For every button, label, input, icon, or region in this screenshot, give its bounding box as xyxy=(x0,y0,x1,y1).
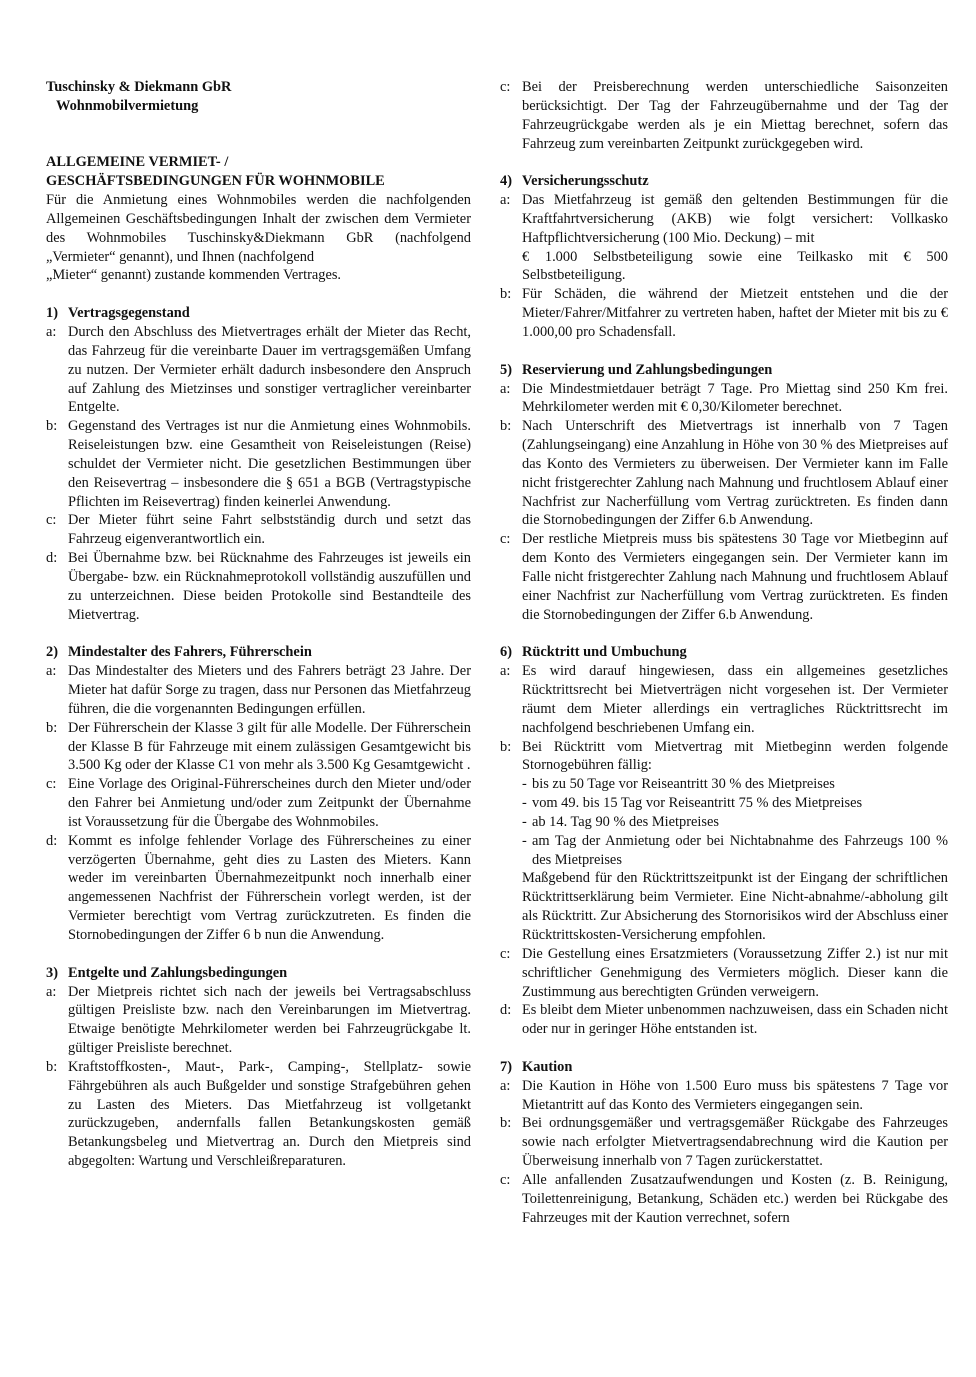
section-heading xyxy=(46,964,471,983)
list-item xyxy=(522,775,948,794)
section-3 xyxy=(46,964,471,1171)
section-number: 6) xyxy=(500,644,512,661)
clause-item xyxy=(46,417,471,511)
clause-paragraph: Gegenstand des Vertrages ist nur die Anmietung eines Wohnmobils. Reiseleistungen bzw. eine Gesamtheit von Reiseleistungen (Reise) schuldet der Vermieter nicht. Die gesetzlichen Bestimmungen über den Reisevertrag – insbesondere die § 651 a BGB (Vertragstypische Pflichten im Reisevertrag) finden keinerlei Anwendung. xyxy=(68,418,471,510)
list-item xyxy=(522,813,948,832)
section-title: Versicherungsschutz xyxy=(522,173,649,190)
clause-text xyxy=(522,1001,948,1039)
clause-paragraph: Für Schäden, die während der Mietzeit entstehen und die der Mieter/Fahrer/Mitfahrer zu vertreten haben, haftet der Mieter mit bis zu € 1.000,00 pro Schadensfall. xyxy=(522,286,948,340)
clause-label: a: xyxy=(46,983,57,1000)
clause-item xyxy=(46,511,471,549)
section-title: Reservierung und Zahlungsbedingungen xyxy=(522,361,773,378)
section-number: 2) xyxy=(46,644,58,661)
clause-text xyxy=(522,1171,948,1228)
clause-paragraph: € 1.000 Selbstbeteiligung sowie eine Teilkasko mit € 500 Selbstbeteiligung. xyxy=(522,248,948,284)
clause-text xyxy=(68,719,471,776)
clause-text xyxy=(522,78,948,153)
clause-item xyxy=(46,1058,471,1171)
clause-label: b: xyxy=(46,719,58,736)
clause-text xyxy=(522,191,948,285)
section-title: Vertragsgegenstand xyxy=(68,305,190,322)
clause-item xyxy=(500,1077,948,1115)
section-4 xyxy=(500,172,948,342)
bullet-dash: - xyxy=(522,795,527,812)
document-title-line-2: GESCHÄFTSBEDINGUNGEN FÜR WOHNMOBILE xyxy=(46,173,385,190)
clause-item xyxy=(500,191,948,285)
section-1 xyxy=(46,304,471,624)
clause-text xyxy=(68,832,471,945)
company-subtitle: Wohnmobilvermietung xyxy=(56,97,199,114)
section-heading xyxy=(500,643,948,662)
clause-item xyxy=(500,285,948,342)
right-sections xyxy=(500,78,948,1227)
clause-paragraph: Bei Rücktritt vom Mietvertrag mit Mietbeginn werden folgende Stornogebühren fällig: xyxy=(522,738,948,774)
section-title: Entgelte und Zahlungsbedingungen xyxy=(68,964,288,981)
clause-item xyxy=(46,775,471,832)
left-sections xyxy=(46,304,471,1171)
clause-text xyxy=(522,1077,948,1115)
clause-label: c: xyxy=(500,79,511,95)
section-7 xyxy=(500,1058,948,1228)
clause-item xyxy=(46,983,471,1058)
clause-text xyxy=(68,775,471,832)
clause-paragraph: Die Kaution in Höhe von 1.500 Euro muss bis spätestens 7 Tage vor Mietantritt auf das Konto des Vermieters eingegangen sein. xyxy=(522,1077,948,1113)
clause-label: b: xyxy=(500,738,512,755)
section-title: Kaution xyxy=(522,1058,573,1075)
clause-paragraph: Bei der Preisberechnung werden unterschiedliche Saisonzeiten berücksichtigt. Der Tag der Fahrzeugübernahme und der Tag der Fahrzeugrückgabe werden als je ein Miettag berechnet, sofern das Fahrzeug zum vereinbarten Zeitpunkt zurückgegeben wird. xyxy=(522,79,948,152)
clause-paragraph: Die Gestellung eines Ersatzmieters (Voraussetzung Ziffer 2.) ist nur mit schriftlicher Genehmigung des Vermieters möglich. Dieser kann die Zustimmung aus berechtigten Gründen verweigern. xyxy=(522,945,948,1000)
section-3-continued xyxy=(500,78,948,153)
clause-paragraph: Der Mietpreis richtet sich nach der jeweils bei Vertragsabschluss gültigen Preisliste bzw. nach den Vereinbarungen im Mietvertrag. Etwaige benötigte Mehrkilometer werden bei Fahrzeugrückgabe lt. gültiger Preisliste berechnet. xyxy=(68,983,471,1057)
section-6 xyxy=(500,643,948,1039)
section-title: Rücktritt und Umbuchung xyxy=(522,644,687,661)
clause-text xyxy=(522,1114,948,1171)
clause-text xyxy=(68,511,471,549)
clause-label: a: xyxy=(500,380,511,397)
clause-paragraph: Bei Übernahme bzw. bei Rücknahme des Fahrzeuges ist jeweils ein Übergabe- bzw. ein Rücknahmeprotokoll vollständig auszufüllen und zu unterzeichnen. Diese beiden Protokolle sind Bestandteile des Mietvertrag. xyxy=(68,550,471,623)
section-number: 7) xyxy=(500,1058,512,1075)
clause-label: b: xyxy=(500,418,512,435)
clause-item xyxy=(500,417,948,530)
clause-paragraph: Es wird darauf hingewiesen, dass ein allgemeines gesetzliches Rücktrittsrecht bei Mietverträgen nicht vorgesehen ist. Der Vermieter räumt dem Mieter allerdings ein vertragliches Rücktrittsrecht im nachfolgend beschriebenen Umfang ein. xyxy=(522,663,948,736)
section-number: 5) xyxy=(500,361,512,378)
clause-item xyxy=(46,832,471,945)
clause-item xyxy=(46,549,471,624)
clause-label: a: xyxy=(46,323,57,340)
document-title-line-1: ALLGEMEINE VERMIET- / xyxy=(46,154,229,171)
clause-label: d: xyxy=(46,832,58,849)
bullet-text: am Tag der Anmietung oder bei Nichtabnahme des Fahrzeugs 100 % des Mietpreises xyxy=(532,832,948,868)
section-heading xyxy=(46,304,471,323)
clause-label: b: xyxy=(500,286,512,303)
clause-text xyxy=(68,983,471,1058)
clause-label: c: xyxy=(46,512,57,529)
clause-text xyxy=(522,738,948,945)
clause-item xyxy=(500,738,948,945)
clause-item xyxy=(500,380,948,418)
clause-label: a: xyxy=(46,663,57,680)
section-heading xyxy=(500,172,948,191)
clause-text xyxy=(522,530,948,624)
clause-paragraph: Eine Vorlage des Original-Führerscheines durch den Mieter und/oder den Fahrer bei Anmietung und/oder zum Zeitpunkt der Übernahme ist Voraussetzung für die Übergabe des Wohnmobiles. xyxy=(68,776,471,830)
clause-paragraph: Kommt es infolge fehlender Vorlage des Führerscheines zu einer verzögerten Übernahme, geht dies zu Lasten des Mieters. Kann weder im vereinbarten Übernahmezeitpunkt noch innerhalb einer angemessenen Nachfrist der Führerschein vorlegt werden, ist der Vermieter berechtigt vom Vertrag zurückzutreten. Es finden die Stornobedingungen der Ziffer 6 b nun die Anwendung. xyxy=(68,832,471,943)
clause-text xyxy=(68,417,471,511)
bullet-text: bis zu 50 Tage vor Reiseantritt 30 % des Mietpreises xyxy=(532,776,835,793)
clause-label: c: xyxy=(46,776,57,793)
section-heading xyxy=(46,643,471,662)
list-item xyxy=(522,794,948,813)
bullet-text: ab 14. Tag 90 % des Mietpreises xyxy=(532,813,719,830)
clause-paragraph: Alle anfallenden Zusatzaufwendungen und Kosten (z. B. Reinigung, Toilettenreinigung, Betankung, Schäden etc.) werden bei Rückgabe des Fahrzeuges mit der Kaution verrechnet, sofern xyxy=(522,1171,948,1226)
clause-paragraph: Der restliche Mietpreis muss bis spätestens 30 Tage vor Mietbeginn auf dem Konto des Vermieters eingegangen sein. Der Vermieter kann im Falle nicht fristgerechter Zahlung nach Mahnung und fruchtlosem Ablauf einer Nachfrist zur Nacherfüllung vom Vertrag zurücktreten. Es finden die Stornobedingungen der Ziffer 6.b Anwendung. xyxy=(522,531,948,623)
bullet-dash: - xyxy=(522,776,527,793)
clause-label: c: xyxy=(500,531,511,548)
clause-item xyxy=(500,945,948,1002)
clause-item xyxy=(500,1001,948,1039)
clause-label: a: xyxy=(500,663,511,680)
clause-text xyxy=(522,285,948,342)
clause-label: a: xyxy=(500,192,511,209)
section-heading xyxy=(500,1058,948,1077)
clause-item xyxy=(500,662,948,737)
clause-item xyxy=(500,78,948,153)
clause-text xyxy=(522,945,948,1002)
right-column xyxy=(500,78,948,1227)
clause-paragraph: Das Mietfahrzeug ist gemäß den geltenden Bestimmungen für die Kraftfahrtversicherung (AKB) wie folgt versichert: Vollkasko Haftpflichtversicherung (100 Mio. Deckung) – mit xyxy=(522,192,948,246)
clause-paragraph: Die Mindestmietdauer beträgt 7 Tage. Pro Miettag sind 250 Km frei. Mehrkilometer werden mit € 0,30/Kilometer berechnet. xyxy=(522,380,948,416)
clause-label: c: xyxy=(500,945,511,962)
section-2 xyxy=(46,643,471,945)
section-heading xyxy=(500,361,948,380)
clause-text xyxy=(68,662,471,719)
section-5 xyxy=(500,361,948,625)
clause-paragraph: Es bleibt dem Mieter unbenommen nachzuweisen, dass ein Schaden nicht oder nur in geringer Höhe entstanden ist. xyxy=(522,1002,948,1038)
clause-text xyxy=(522,417,948,530)
clause-paragraph: Nach Unterschrift des Mietvertrags ist innerhalb von 7 Tagen (Zahlungseingang) eine Anzahlung in Höhe von 30 % des Mietpreises auf das Konto des Vermieters zu überweisen. Der Vermieter kann im Falle nicht fristgerechter Zahlung nach Mahnung und fruchtlosem Ablauf einer Nachfrist zur Nacherfüllung vom Vertrag zurücktreten. Es finden dann die Stornobedingungen der Ziffer 6.b Anwendung. xyxy=(522,418,949,529)
intro-paragraph: Für die Anmietung eines Wohnmobiles werden die nachfolgenden Allgemeinen Geschäftsbedingungen Inhalt der zwischen dem Vermieter des Wohnmobiles Tuschinsky&Diekmann GbR (nachfolgend „Vermieter“ genannt), und Ihnen (nachfolgend xyxy=(46,192,471,265)
list-item xyxy=(522,832,948,870)
intro-paragraph-end: „Mieter“ genannt) zustande kommenden Vertrages. xyxy=(46,267,342,284)
clause-label: b: xyxy=(46,1058,58,1075)
clause-item xyxy=(500,530,948,624)
clause-text xyxy=(522,662,948,737)
clause-paragraph: Bei ordnungsgemäßer und vertragsgemäßer Rückgabe des Fahrzeuges sowie nach erfolgter Mietvertragsendabrechnung wird die Kaution per Überweisung innerhalb von 7 Tagen zurückerstattet. xyxy=(522,1115,948,1170)
clause-item xyxy=(500,1114,948,1171)
section-number: 1) xyxy=(46,305,58,322)
clause-label: b: xyxy=(46,418,58,435)
clause-label: a: xyxy=(500,1077,511,1094)
bullet-text: vom 49. bis 15 Tag vor Reiseantritt 75 % des Mietpreises xyxy=(532,795,863,812)
clause-paragraph: Der Mieter führt seine Fahrt selbstständig durch und setzt das Fahrzeug eigenverantwortlich ein. xyxy=(68,512,471,548)
clause-text xyxy=(68,323,471,417)
clause-text xyxy=(68,1058,471,1171)
clause-item xyxy=(500,1171,948,1228)
clause-paragraph: Der Führerschein der Klasse 3 gilt für alle Modelle. Der Führerschein der Klasse B für Fahrzeuge mit einem zulässigen Gesamtgewicht bis 3.500 Kg oder der Klasse C1 von mehr als 3.500 Kg Gesamtgewicht . xyxy=(68,719,471,774)
clause-label: b: xyxy=(500,1115,512,1132)
section-number: 4) xyxy=(500,173,512,190)
clause-item xyxy=(46,662,471,719)
bullet-dash: - xyxy=(522,832,527,849)
company-name: Tuschinsky & Diekmann GbR xyxy=(46,79,232,95)
clause-label: d: xyxy=(46,550,58,567)
clause-text xyxy=(522,380,948,418)
clause-paragraph: Maßgebend für den Rücktrittszeitpunkt ist der Eingang der schriftlichen Rücktrittserklärung beim Vermieter. Eine Nicht-abnahme/-abholung gilt als Rücktritt. Zur Absicherung des Stornorisikos wird der Abschluss einer Rücktrittskosten-Versicherung empfohlen. xyxy=(522,870,948,943)
clause-label: d: xyxy=(500,1002,512,1019)
clause-label: c: xyxy=(500,1171,511,1188)
clause-item xyxy=(46,719,471,776)
bullet-dash: - xyxy=(522,813,527,830)
clause-item xyxy=(46,323,471,417)
clause-text xyxy=(68,549,471,624)
clause-paragraph: Das Mindestalter des Mieters und des Fahrers beträgt 23 Jahre. Der Mieter hat dafür Sorge zu tragen, dass nur Personen das Mietfahrzeug führen, die die vorgenannten Bedingungen erfüllen. xyxy=(68,663,471,717)
clause-paragraph: Durch den Abschluss des Mietvertrages erhält der Mieter das Recht, das Fahrzeug für die vereinbarte Dauer im vertragsgemäßen Umfang zu nutzen. Der Vermieter erhält dadurch insbesondere den Anspruch auf Zahlung des Mietzinses und sonstiger vertraglicher vereinbarter Entgelte. xyxy=(68,323,471,416)
section-number: 3) xyxy=(46,964,58,981)
section-title: Mindestalter des Fahrers, Führerschein xyxy=(68,644,312,661)
left-column xyxy=(46,78,471,1171)
clause-paragraph: Kraftstoffkosten-, Maut-, Park-, Camping-, Stellplatz- sowie Fährgebühren als auch Bußgelder und sonstige Strafgebühren gehen zu Lasten des Mieters. Das Mietfahrzeug ist vollgetankt zurückzugeben, andernfalls fallen Betankungskosten gemäß Betankungsbeleg und Mietvertrag an. Durch den Mietpreis sind abgegolten: Wartung und Verschleißreparaturen. xyxy=(68,1058,471,1170)
